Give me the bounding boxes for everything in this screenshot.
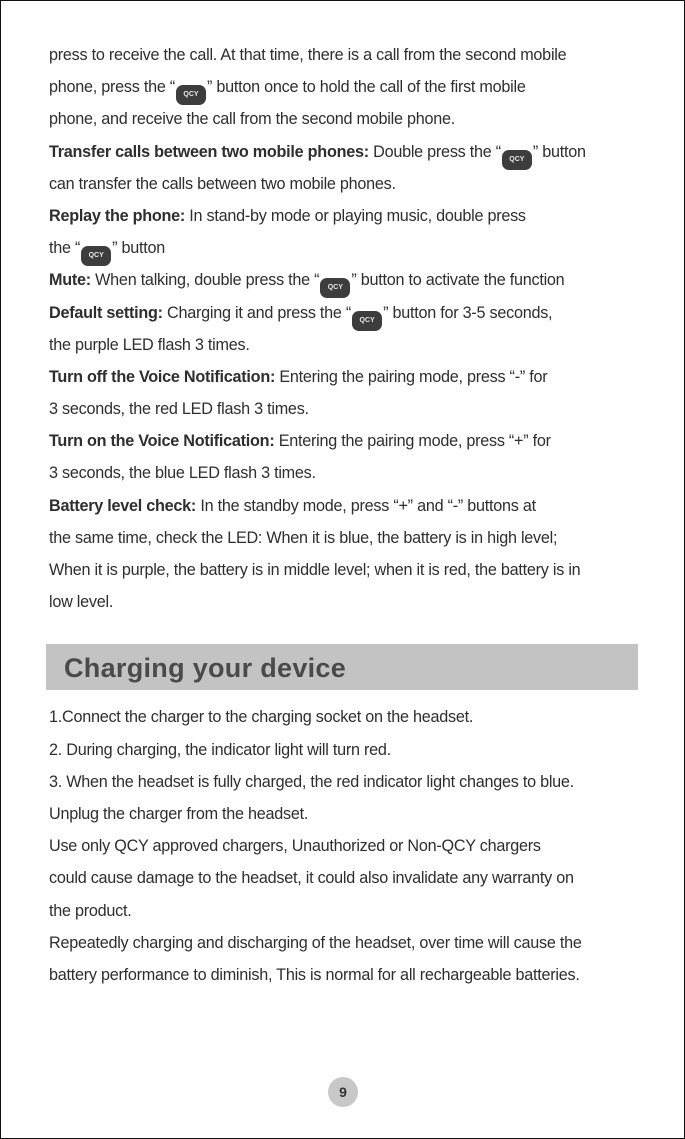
qcy-button-icon: QCY [176, 85, 206, 105]
text: In stand-by mode or playing music, double press [185, 206, 526, 225]
text: phone, and receive the call from the second mobile phone. [49, 110, 455, 129]
text-line [49, 361, 641, 393]
text: 3 seconds, the blue LED flash 3 times. [49, 464, 316, 483]
text-line [49, 895, 641, 927]
text-line [49, 554, 641, 586]
text: When it is purple, the battery is in middle level; when it is red, the battery is in [49, 561, 581, 579]
text-line [49, 490, 641, 522]
feature-label: Default setting: [49, 303, 163, 322]
text: Entering the pairing mode, press “+” for [274, 432, 551, 451]
text: Repeatedly charging and discharging of the headset, over time will cause the [49, 933, 582, 952]
text-line [49, 959, 641, 991]
page-number-badge: 9 [328, 1077, 358, 1107]
text: Entering the pairing mode, press “-” for [275, 367, 548, 386]
text-line [49, 701, 641, 733]
text: can transfer the calls between two mobile phones. [49, 174, 396, 193]
section-heading-charging: Charging your device [46, 644, 638, 690]
text: Double press the “ [368, 142, 501, 161]
feature-label: Turn on the Voice Notification: [49, 432, 275, 451]
text: 1.Connect the charger to the charging socket on the headset. [49, 708, 474, 727]
text-line [49, 136, 641, 168]
text: phone, press the “ [49, 78, 175, 97]
text: the product. [49, 901, 132, 920]
qcy-button-icon: QCY [502, 150, 532, 170]
text: 3 seconds, the red LED flash 3 times. [49, 400, 309, 419]
qcy-button-icon: QCY [352, 311, 382, 331]
page-content [49, 39, 641, 991]
text: the “ [49, 239, 81, 258]
text: Unplug the charger from the headset. [49, 804, 309, 823]
text: could cause damage to the headset, it could also invalidate any warranty on [49, 869, 574, 888]
text-line [49, 329, 641, 361]
qcy-button-icon: QCY [81, 246, 111, 266]
text: ” button once to hold the call of the first mobile [206, 78, 526, 97]
charging-instructions [49, 701, 641, 991]
feature-label: Transfer calls between two mobile phones: [49, 142, 369, 161]
text: ” button [532, 142, 586, 161]
text-line [49, 393, 641, 425]
text-line [49, 798, 641, 830]
feature-label: Replay the phone: [49, 206, 186, 225]
text-line [49, 71, 641, 103]
text: ” button to activate the function [351, 271, 565, 290]
text-line [49, 103, 641, 135]
text-line [49, 586, 641, 618]
text-line [49, 830, 641, 862]
text: low level. [49, 593, 114, 612]
text: Use only QCY approved chargers, Unauthorized or Non-QCY chargers [49, 837, 541, 856]
text-line [49, 766, 641, 798]
text: the same time, check the LED: When it is blue, the battery is in high level; [49, 528, 558, 547]
text-line [49, 39, 641, 71]
text-line [49, 232, 641, 264]
text-line [49, 862, 641, 894]
text: Charging it and press the “ [162, 303, 352, 322]
text-line [49, 168, 641, 200]
text-line [49, 425, 641, 457]
text: battery performance to diminish, This is normal for all rechargeable batteries. [49, 965, 580, 984]
text: ” button [112, 239, 166, 258]
text: press to receive the call. At that time, there is a call from the second mobile [49, 46, 567, 64]
text: When talking, double press the “ [90, 271, 320, 290]
feature-label: Turn off the Voice Notification: [49, 367, 276, 386]
feature-label: Battery level check: [49, 496, 197, 515]
text-line [49, 927, 641, 959]
text-line [49, 264, 641, 296]
text-line [49, 522, 641, 554]
text: 3. When the headset is fully charged, the red indicator light changes to blue. [49, 772, 574, 791]
qcy-button-icon: QCY [320, 278, 350, 298]
text: the purple LED flash 3 times. [49, 335, 250, 354]
text-line [49, 297, 641, 329]
text: In the standby mode, press “+” and “-” buttons at [196, 496, 536, 515]
text-line [49, 200, 641, 232]
text-line [49, 457, 641, 489]
text: ” button for 3-5 seconds, [383, 303, 553, 322]
feature-label: Mute: [49, 271, 91, 290]
text-line [49, 734, 641, 766]
text: 2. During charging, the indicator light will turn red. [49, 740, 391, 759]
